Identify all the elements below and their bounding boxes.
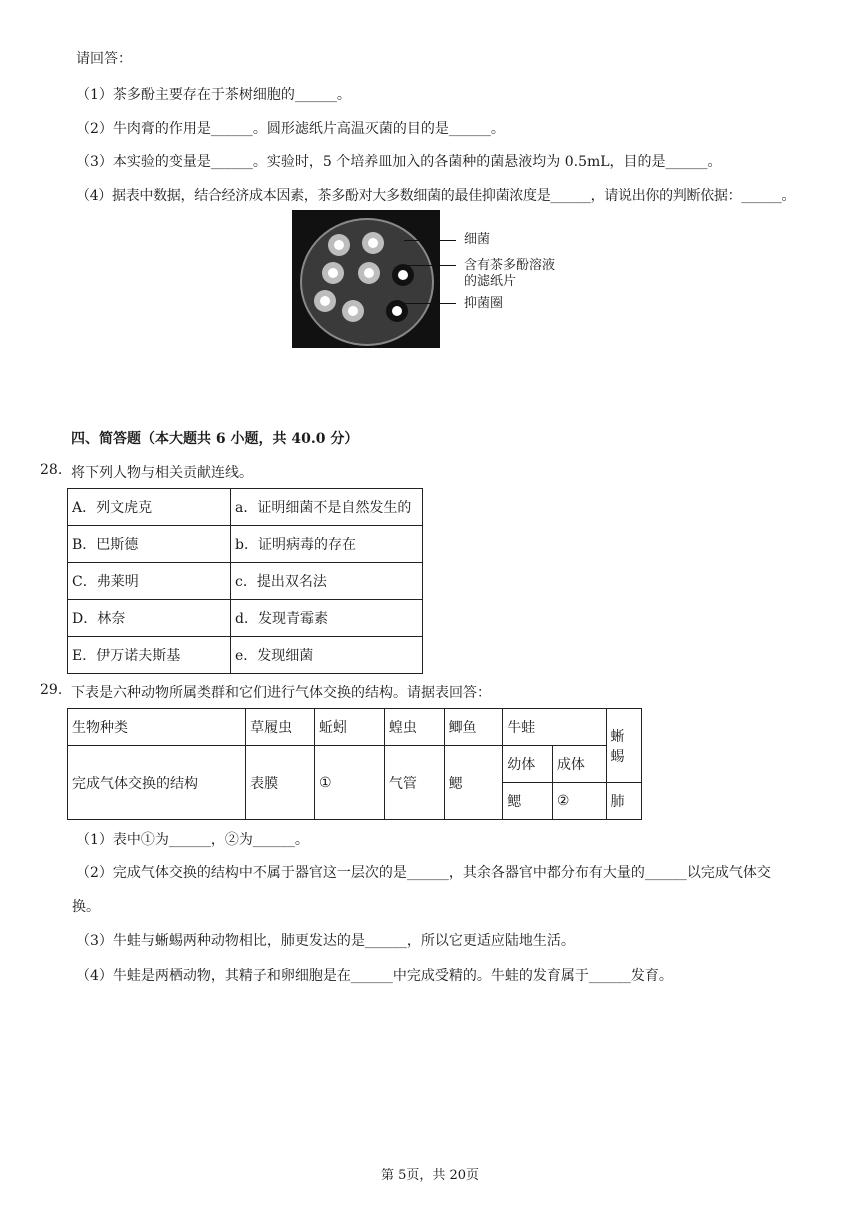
- q27-prompt: 请回答：: [76, 51, 132, 67]
- label-inhibition-zone: 抑菌圈: [464, 296, 504, 311]
- filter-paper-disc: [328, 234, 350, 256]
- contribution-cell: a．证明细菌不是自然发生的: [231, 489, 423, 526]
- header-frog: 牛蛙: [503, 709, 606, 746]
- contribution-cell: e．发现细菌: [231, 637, 423, 674]
- callout-line-disc: [408, 265, 456, 266]
- person-cell: B．巴斯德: [68, 526, 231, 563]
- q29-stem: 下表是六种动物所属类群和它们进行气体交换的结构。请据表回答：: [71, 685, 491, 701]
- cell-crucian: 鳃: [444, 746, 503, 820]
- person-cell: A．列文虎克: [68, 489, 231, 526]
- table-row: [68, 600, 423, 637]
- filter-paper-disc: [342, 300, 364, 322]
- row-label-structure: 完成气体交换的结构: [68, 746, 246, 820]
- q27-sub4: （4）据表中数据，结合经济成本因素，茶多酚对大多数细菌的最佳抑菌浓度是______，请说出你的判断依据：______。: [76, 188, 796, 204]
- header-earthworm: 蚯蚓: [315, 709, 385, 746]
- frog-larva-header: 幼体: [503, 746, 553, 783]
- q29-sub2-line1: （2）完成气体交换的结构中不属于器官这一层次的是______，其余各器官中都分布有大量的______以完成气体交: [76, 865, 771, 881]
- table-row: [68, 637, 423, 674]
- filter-paper-disc: [322, 262, 344, 284]
- filter-paper-disc: [362, 232, 384, 254]
- header-locust: 蝗虫: [384, 709, 444, 746]
- person-cell: C．弗莱明: [68, 563, 231, 600]
- frog-adult-header: 成体: [552, 746, 606, 783]
- cell-earthworm: ①: [315, 746, 385, 820]
- header-species: 生物种类: [68, 709, 246, 746]
- q29-number: 29.: [40, 682, 63, 698]
- q29-sub2-line2: 换。: [72, 899, 100, 915]
- header-paramecium: 草履虫: [246, 709, 315, 746]
- label-disc-1: 含有茶多酚溶液: [464, 258, 556, 273]
- contribution-cell: c．提出双名法: [231, 563, 423, 600]
- callout-line-bacteria: [404, 240, 456, 241]
- table-row: [68, 746, 642, 783]
- section-heading: 四、简答题（本大题共 6 小题，共 40.0 分）: [71, 431, 359, 447]
- q27-sub1: （1）茶多酚主要存在于茶树细胞的______。: [76, 87, 351, 103]
- contribution-cell: d．发现青霉素: [231, 600, 423, 637]
- table-row: [68, 563, 423, 600]
- contribution-cell: b．证明病毒的存在: [231, 526, 423, 563]
- label-bacteria: 细菌: [464, 232, 491, 247]
- cell-lizard: 肺: [606, 783, 642, 820]
- q28-stem: 将下列人物与相关贡献连线。: [71, 465, 253, 481]
- person-cell: D．林奈: [68, 600, 231, 637]
- cell-locust: 气管: [384, 746, 444, 820]
- header-lizard: 蜥蜴: [606, 709, 642, 783]
- filter-paper-disc: [314, 290, 336, 312]
- cell-frog-larva: 鳃: [503, 783, 553, 820]
- petri-dish: [300, 218, 434, 346]
- table-row: [68, 526, 423, 563]
- q29-sub1: （1）表中①为______，②为______。: [76, 832, 309, 848]
- cell-frog-adult: ②: [552, 783, 606, 820]
- q27-sub2: （2）牛肉膏的作用是______。圆形滤纸片高温灭菌的目的是______。: [76, 121, 505, 137]
- q27-sub3: （3）本实验的变量是______。实验时，5 个培养皿加入的各菌种的菌悬液均为 0.5mL，目的是______。: [76, 154, 722, 170]
- gas-exchange-table: [67, 708, 642, 820]
- petri-dish-figure: [292, 210, 440, 348]
- page-footer: 第 5页，共 20页: [380, 1168, 480, 1183]
- q28-number: 28.: [40, 462, 63, 478]
- q29-sub3: （3）牛蛙与蜥蜴两种动物相比，肺更发达的是______，所以它更适应陆地生活。: [76, 933, 575, 949]
- filter-paper-disc: [358, 262, 380, 284]
- callout-line-zone: [396, 303, 456, 304]
- table-row: [68, 709, 642, 746]
- filter-paper-disc: [392, 264, 414, 286]
- label-disc-2: 的滤纸片: [464, 274, 517, 289]
- table-row: [68, 489, 423, 526]
- matching-table: [67, 488, 423, 674]
- cell-paramecium: 表膜: [246, 746, 315, 820]
- person-cell: E．伊万诺夫斯基: [68, 637, 231, 674]
- q29-sub4: （4）牛蛙是两栖动物，其精子和卵细胞是在______中完成受精的。牛蛙的发育属于______发育。: [76, 968, 673, 984]
- header-crucian: 鲫鱼: [444, 709, 503, 746]
